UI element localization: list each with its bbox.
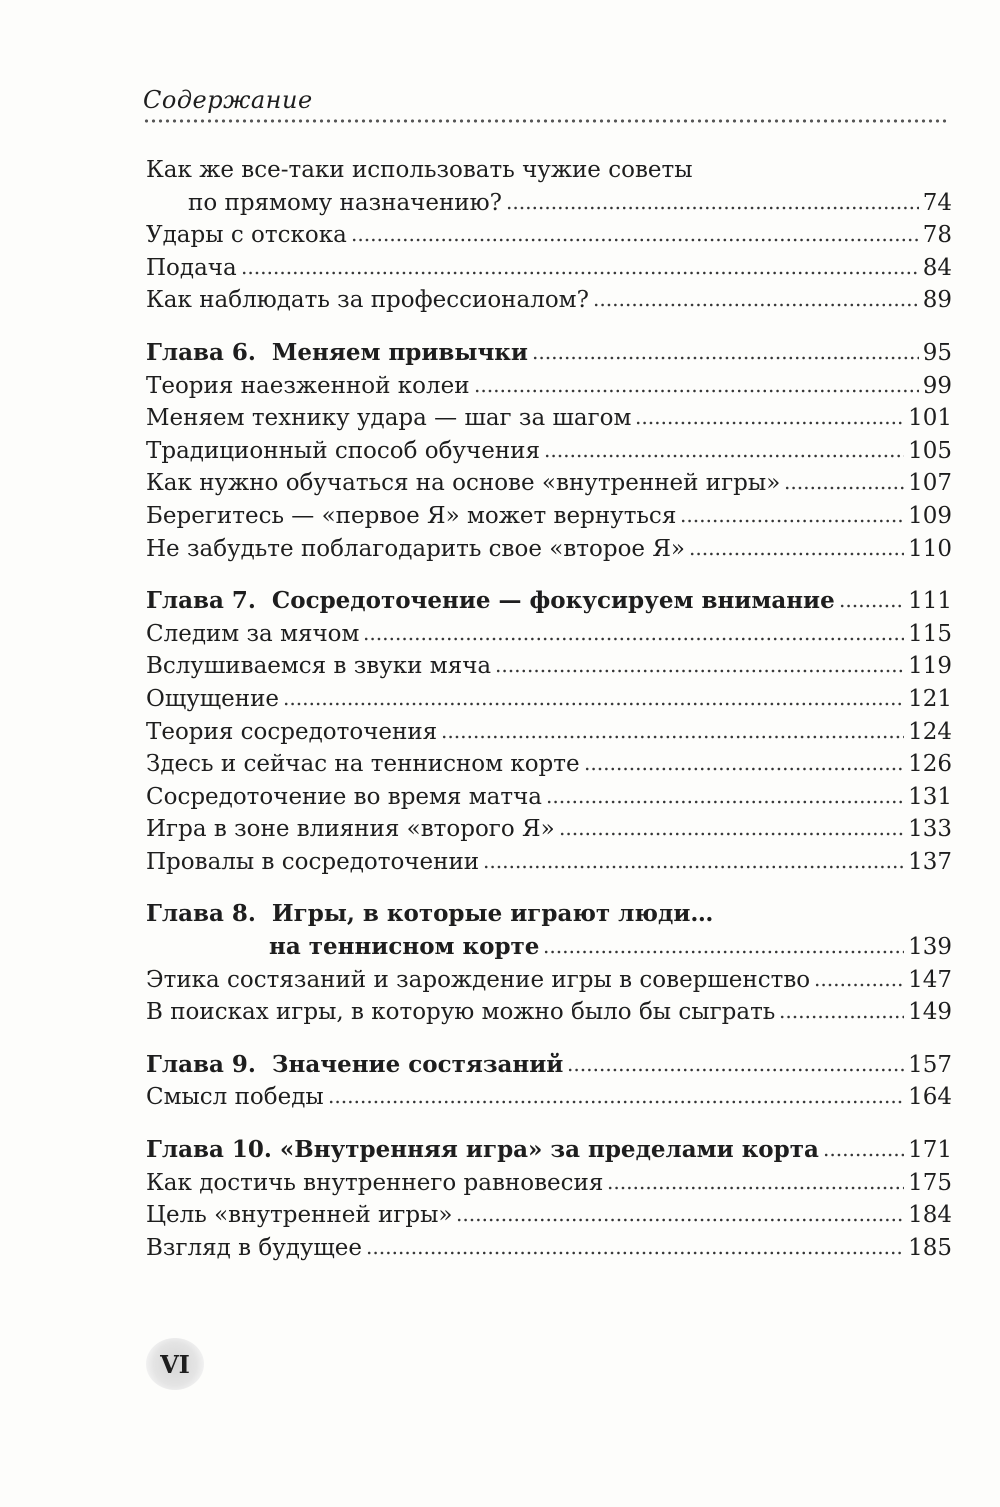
dot-leader	[283, 702, 904, 706]
toc-chapter-title: Глава 6. Меняем привычки	[146, 338, 528, 366]
dot-leader	[456, 1218, 904, 1222]
toc-entry[interactable]	[146, 500, 952, 533]
toc-entry-page: 147	[908, 966, 952, 993]
toc-entry[interactable]	[146, 748, 952, 781]
toc-entry-title: Следим за мячом	[146, 620, 360, 647]
toc-entry-page: 149	[908, 999, 952, 1026]
dot-leader	[593, 303, 919, 307]
toc-entry-page: 89	[922, 287, 952, 314]
dot-leader	[635, 421, 904, 425]
toc-entry-page: 185	[908, 1234, 952, 1261]
dot-leader	[823, 1153, 904, 1157]
dot-leader	[506, 206, 919, 210]
toc-entry-page: 107	[908, 470, 952, 497]
toc-chapter-page: 171	[908, 1137, 952, 1164]
dot-leader	[441, 735, 904, 739]
dot-leader	[328, 1100, 904, 1104]
toc-entry[interactable]	[146, 219, 952, 252]
toc-entry[interactable]	[146, 781, 952, 814]
toc-entry-title: Удары с отскока	[146, 222, 347, 249]
table-of-contents	[146, 154, 952, 1264]
toc-entry-title: Теория наезженной колеи	[146, 372, 470, 399]
dot-leader	[689, 552, 904, 556]
dot-leader	[543, 950, 904, 954]
dot-leader	[680, 519, 904, 523]
dot-leader	[814, 983, 904, 987]
toc-entry[interactable]	[146, 1167, 952, 1200]
toc-entry[interactable]	[146, 996, 952, 1029]
dot-leader	[366, 1251, 904, 1255]
toc-entry[interactable]	[146, 467, 952, 500]
toc-entry-page: 137	[908, 848, 952, 875]
toc-chapter-title: на теннисном корте	[269, 933, 540, 961]
dot-leader	[495, 669, 904, 673]
toc-entry-title: Этика состязаний и зарождение игры в совершенство	[146, 966, 811, 993]
dot-leader	[363, 637, 904, 641]
dot-leader	[784, 486, 904, 490]
toc-entry-title: Вслушиваемся в звуки мяча	[146, 653, 492, 680]
dot-leader	[483, 865, 904, 869]
toc-chapter[interactable]	[146, 585, 952, 618]
dot-leader	[559, 832, 904, 836]
toc-entry[interactable]	[146, 370, 952, 403]
toc-entry-page: 115	[908, 620, 952, 647]
toc-entry-title: Цель «внутренней игры»	[146, 1202, 453, 1229]
toc-entry-page: 84	[922, 254, 952, 281]
dotted-rule	[143, 117, 948, 125]
toc-entry-title: Смысл победы	[146, 1084, 324, 1111]
toc-entry[interactable]	[146, 187, 952, 220]
toc-chapter-title-line: Глава 8. Игры, в которые играют люди…	[146, 900, 714, 928]
toc-entry-title: Теория сосредоточения	[146, 718, 438, 745]
toc-entry[interactable]	[146, 618, 952, 651]
dot-leader	[546, 800, 904, 804]
toc-entry-title: Не забудьте поблагодарить свое «второе Я»	[146, 535, 686, 562]
toc-entry-page: 164	[908, 1084, 952, 1111]
toc-entry[interactable]	[146, 402, 952, 435]
page-number: VI	[146, 1338, 204, 1390]
toc-entry[interactable]	[146, 435, 952, 468]
toc-entry-page: 99	[922, 372, 952, 399]
toc-entry-title: Как нужно обучаться на основе «внутренней игры»	[146, 470, 781, 497]
toc-entry[interactable]	[146, 964, 952, 997]
toc-entry-page: 184	[908, 1202, 952, 1229]
toc-entry-title: Подача	[146, 254, 237, 281]
toc-entry[interactable]	[146, 252, 952, 285]
toc-chapter-title: Глава 7. Сосредоточение — фокусируем внимание	[146, 587, 835, 615]
toc-entry-title: Игра в зоне влияния «второго Я»	[146, 816, 555, 843]
toc-entry-title: Традиционный способ обучения	[146, 437, 540, 464]
toc-entry-page: 78	[922, 222, 952, 249]
toc-entry-title: Провалы в сосредоточении	[146, 848, 480, 875]
toc-entry-title: Здесь и сейчас на теннисном корте	[146, 751, 580, 778]
dot-leader	[241, 271, 919, 275]
toc-entry-title: Берегитесь — «первое Я» может вернуться	[146, 502, 677, 529]
toc-entry[interactable]	[146, 683, 952, 716]
toc-chapter-page: 139	[908, 934, 952, 961]
toc-entry[interactable]	[146, 284, 952, 317]
dot-leader	[779, 1015, 904, 1019]
toc-entry[interactable]	[146, 716, 952, 749]
dot-leader	[351, 238, 919, 242]
toc-entry-title: В поисках игры, в которую можно было бы сыграть	[146, 999, 776, 1026]
toc-entry-title: Ощущение	[146, 685, 280, 712]
toc-entry-page: 105	[908, 437, 952, 464]
toc-chapter-page: 111	[908, 588, 952, 615]
dot-leader	[474, 389, 919, 393]
dot-leader	[567, 1068, 904, 1072]
toc-entry-page: 74	[922, 189, 952, 216]
toc-entry-page: 119	[908, 653, 952, 680]
toc-chapter[interactable]	[146, 337, 952, 370]
toc-entry-page: 109	[908, 502, 952, 529]
toc-entry-title: по прямому назначению?	[188, 189, 502, 216]
toc-entry-title: Меняем технику удара — шаг за шагом	[146, 405, 632, 432]
toc-entry-page: 121	[908, 685, 952, 712]
toc-chapter[interactable]	[146, 1049, 952, 1082]
toc-entry-title-line: Как же все-таки использовать чужие советы	[146, 157, 693, 183]
toc-entry[interactable]	[146, 813, 952, 846]
toc-entry[interactable]	[146, 533, 952, 566]
toc-entry-title: Сосредоточение во время матча	[146, 783, 542, 810]
toc-entry[interactable]	[146, 1232, 952, 1265]
toc-entry[interactable]	[146, 1199, 952, 1232]
toc-entry-page: 126	[908, 751, 952, 778]
toc-chapter-title: Глава 9. Значение состязаний	[146, 1050, 564, 1078]
toc-entry-page: 133	[908, 816, 952, 843]
toc-entry-title: Взгляд в будущее	[146, 1234, 363, 1261]
toc-entry-page: 175	[908, 1169, 952, 1196]
dot-leader	[544, 454, 904, 458]
dot-leader	[607, 1186, 904, 1190]
toc-entry-page: 131	[908, 783, 952, 810]
dot-leader	[584, 767, 904, 771]
toc-entry-page: 124	[908, 718, 952, 745]
toc-entry-page: 110	[908, 535, 952, 562]
toc-chapter-page: 157	[908, 1051, 952, 1078]
dot-leader	[839, 604, 904, 608]
toc-chapter-page: 95	[922, 339, 952, 366]
toc-entry[interactable]	[146, 650, 952, 683]
dot-leader	[532, 356, 919, 360]
toc-chapter[interactable]	[146, 1134, 952, 1167]
toc-entry[interactable]	[146, 846, 952, 879]
toc-entry-title: Как достичь внутреннего равновесия	[146, 1169, 604, 1196]
toc-entry[interactable]	[146, 1081, 952, 1114]
toc-entry-title: Как наблюдать за профессионалом?	[146, 287, 589, 314]
toc-entry-page: 101	[908, 405, 952, 432]
toc-chapter-title: Глава 10. «Внутренняя игра» за пределами корта	[146, 1136, 819, 1164]
toc-chapter[interactable]	[146, 931, 952, 964]
running-head: Содержание	[143, 86, 313, 114]
